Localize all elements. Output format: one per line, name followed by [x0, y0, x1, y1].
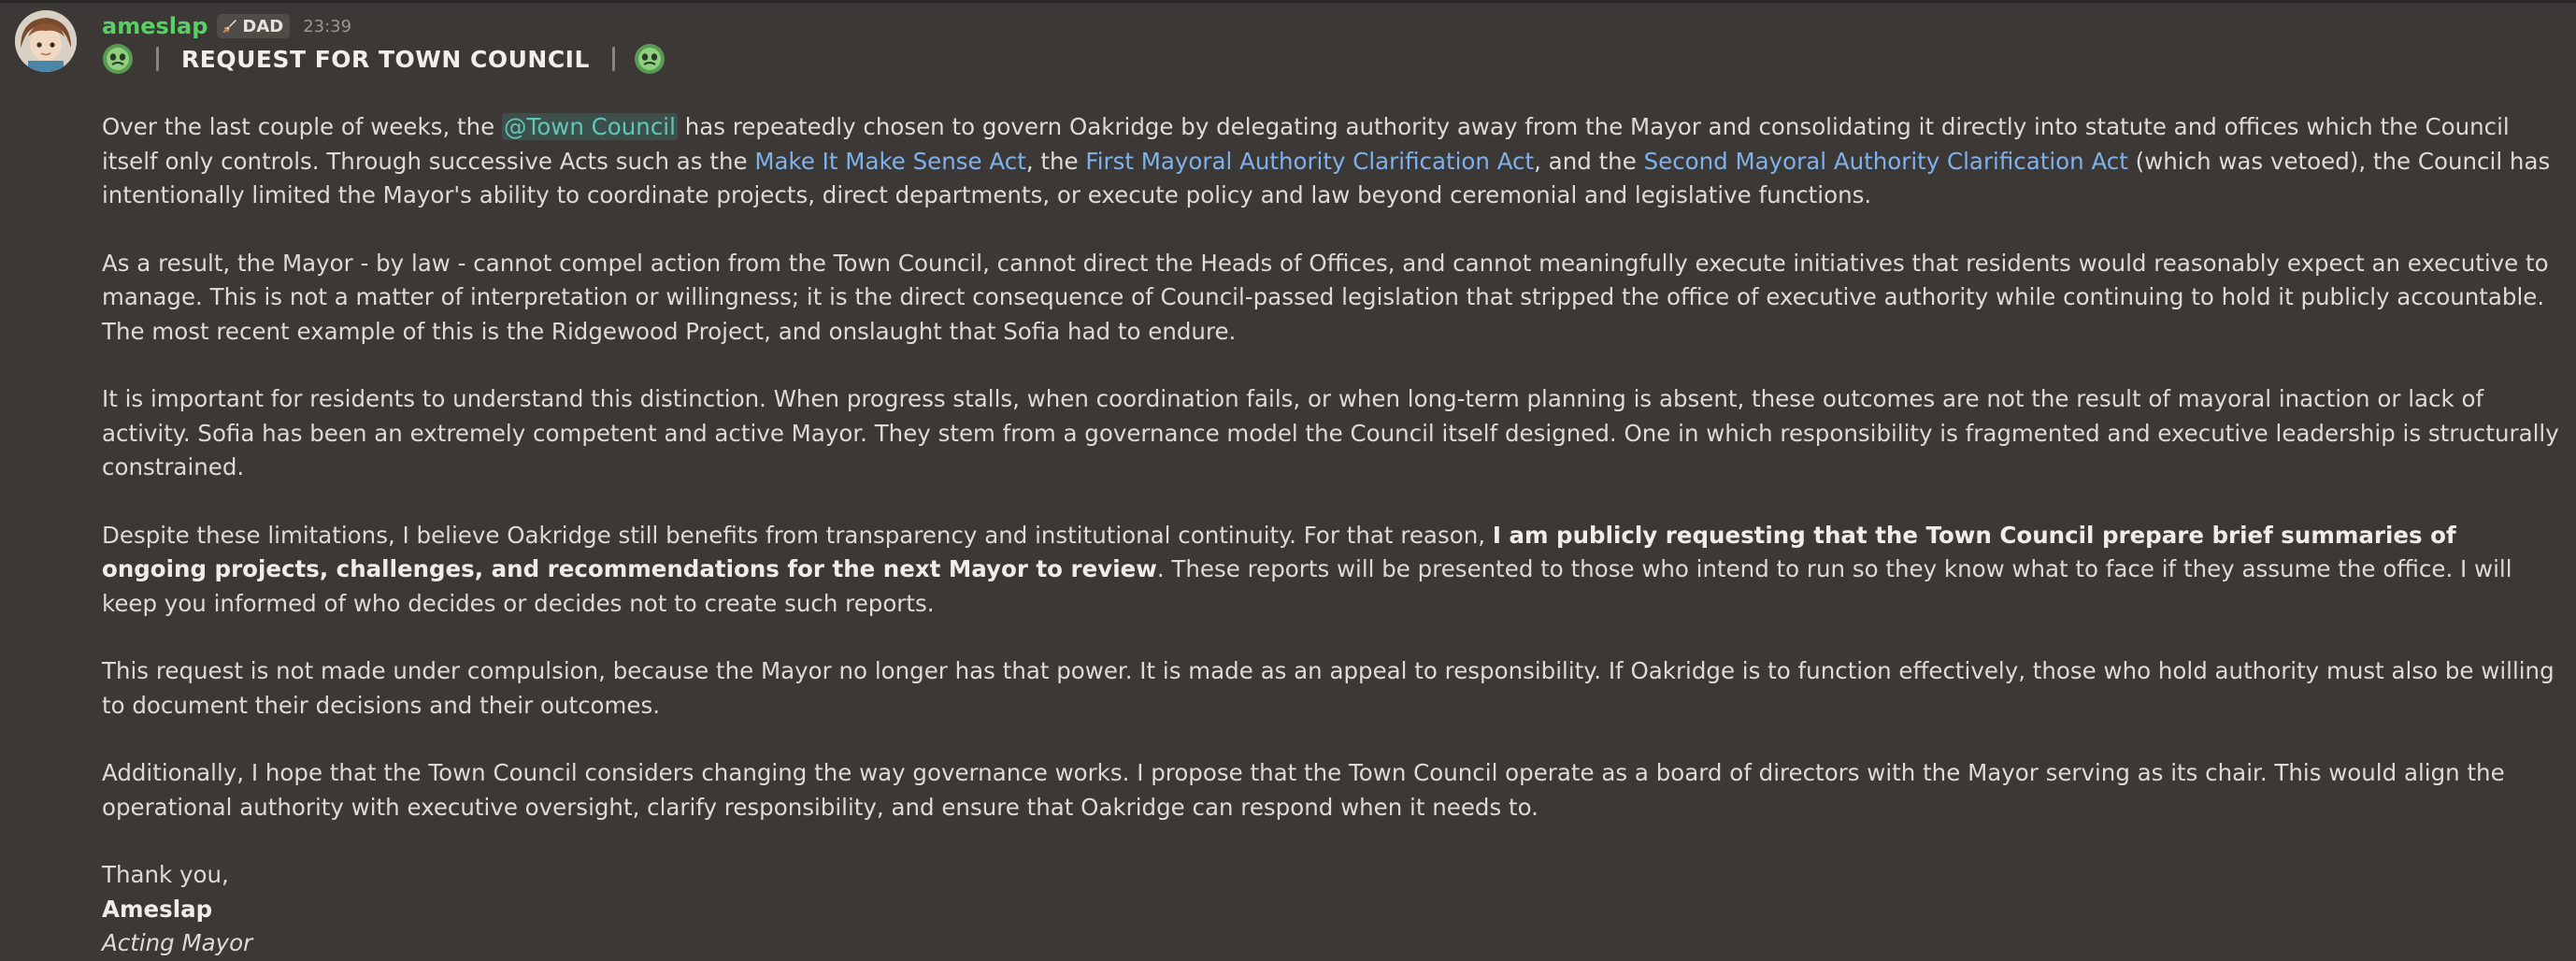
paragraph-text: has repeatedly chosen to govern Oakridge by delegating authority away from the Mayor and consolidating it directly into statute and offices which the Council itself only controls. Through successive Acts such as the	[102, 113, 2510, 175]
signoff-title: Acting Mayor	[102, 929, 253, 956]
message-body	[102, 110, 2565, 961]
link-second-mayoral-authority-act[interactable]: Second Mayoral Authority Clarification Act	[1643, 147, 2128, 175]
signoff-name: Ameslap	[102, 895, 213, 923]
paragraph: This request is not made under compulsion, because the Mayor no longer has that power. It is made as an appeal to responsibility. If Oakridge is to function effectively, those who hold authority must also be willing to document their decisions and their outcomes.	[102, 657, 2555, 719]
paragraph-text: (which was vetoed), the Council has intentionally limited the Mayor's ability to coordinate projects, direct departments, or execute policy and law beyond ceremonial and legislative functions.	[102, 147, 2551, 208]
message-timestamp[interactable]: 23:39	[303, 16, 352, 36]
green-face-emoji-icon	[634, 43, 665, 75]
paragraph-text: . These reports will be presented to those who intend to run so they know what to face if they assume the office. I will keep you informed of who decides or decides not to create such reports.	[102, 555, 2512, 617]
author-username[interactable]: ameslap	[102, 13, 208, 39]
paragraph-text: Over the last couple of weeks, the	[102, 113, 503, 140]
signoff	[102, 858, 2565, 961]
sword-icon	[222, 18, 238, 35]
paragraph-text: Despite these limitations, I believe Oakridge still benefits from transparency and institutional continuity. For that reason,	[102, 521, 1493, 549]
paragraph-text: , and the	[1534, 147, 1644, 175]
heading-separator	[156, 47, 159, 71]
paragraph-text: , the	[1025, 147, 1086, 175]
role-tag[interactable]	[217, 14, 290, 38]
link-make-it-make-sense-act[interactable]: Make It Make Sense Act	[754, 147, 1026, 175]
paragraph: It is important for residents to understand this distinction. When progress stalls, when coordination fails, or when long-term planning is absent, these outcomes are not the result of mayoral inaction or lack of activity. Sofia has been an extremely competent and active Mayor. They stem from a governance model the Council itself designed. One in which responsibility is fragmented and executive leadership is structurally constrained.	[102, 385, 2559, 480]
link-first-mayoral-authority-act[interactable]: First Mayoral Authority Clarification Act	[1085, 147, 1535, 175]
green-face-emoji-icon	[102, 43, 134, 75]
paragraph	[102, 519, 2565, 622]
paragraph	[102, 110, 2565, 213]
role-mention[interactable]: @Town Council	[504, 113, 676, 140]
heading-row	[102, 41, 665, 77]
bold-request: I am publicly requesting that the Town Council prepare brief summaries of ongoing projects, challenges, and recommendations for the next Mayor to review	[102, 521, 2456, 582]
paragraph: Additionally, I hope that the Town Council considers changing the way governance works. I propose that the Town Council operate as a board of directors with the Mayor serving as its chair. This would align the operational authority with executive oversight, clarify responsibility, and ensure that Oakridge can respond when it needs to.	[102, 759, 2505, 821]
message-heading: REQUEST FOR TOWN COUNCIL	[181, 45, 590, 73]
role-tag-label: DAD	[242, 16, 284, 36]
heading-separator	[612, 47, 615, 71]
paragraph: As a result, the Mayor - by law - cannot compel action from the Town Council, cannot direct the Heads of Offices, and cannot meaningfully execute initiatives that residents would reasonably expect an executive to manage. This is not a matter of interpretation or willingness; it is the direct consequence of Council-passed legislation that stripped the office of executive authority while continuing to hold it publicly accountable. The most recent example of this is the Ridgewood Project, and onslaught that Sofia had to endure.	[102, 249, 2549, 345]
avatar[interactable]	[15, 10, 77, 72]
signoff-thanks: Thank you,	[102, 861, 229, 888]
message-header	[102, 11, 351, 41]
